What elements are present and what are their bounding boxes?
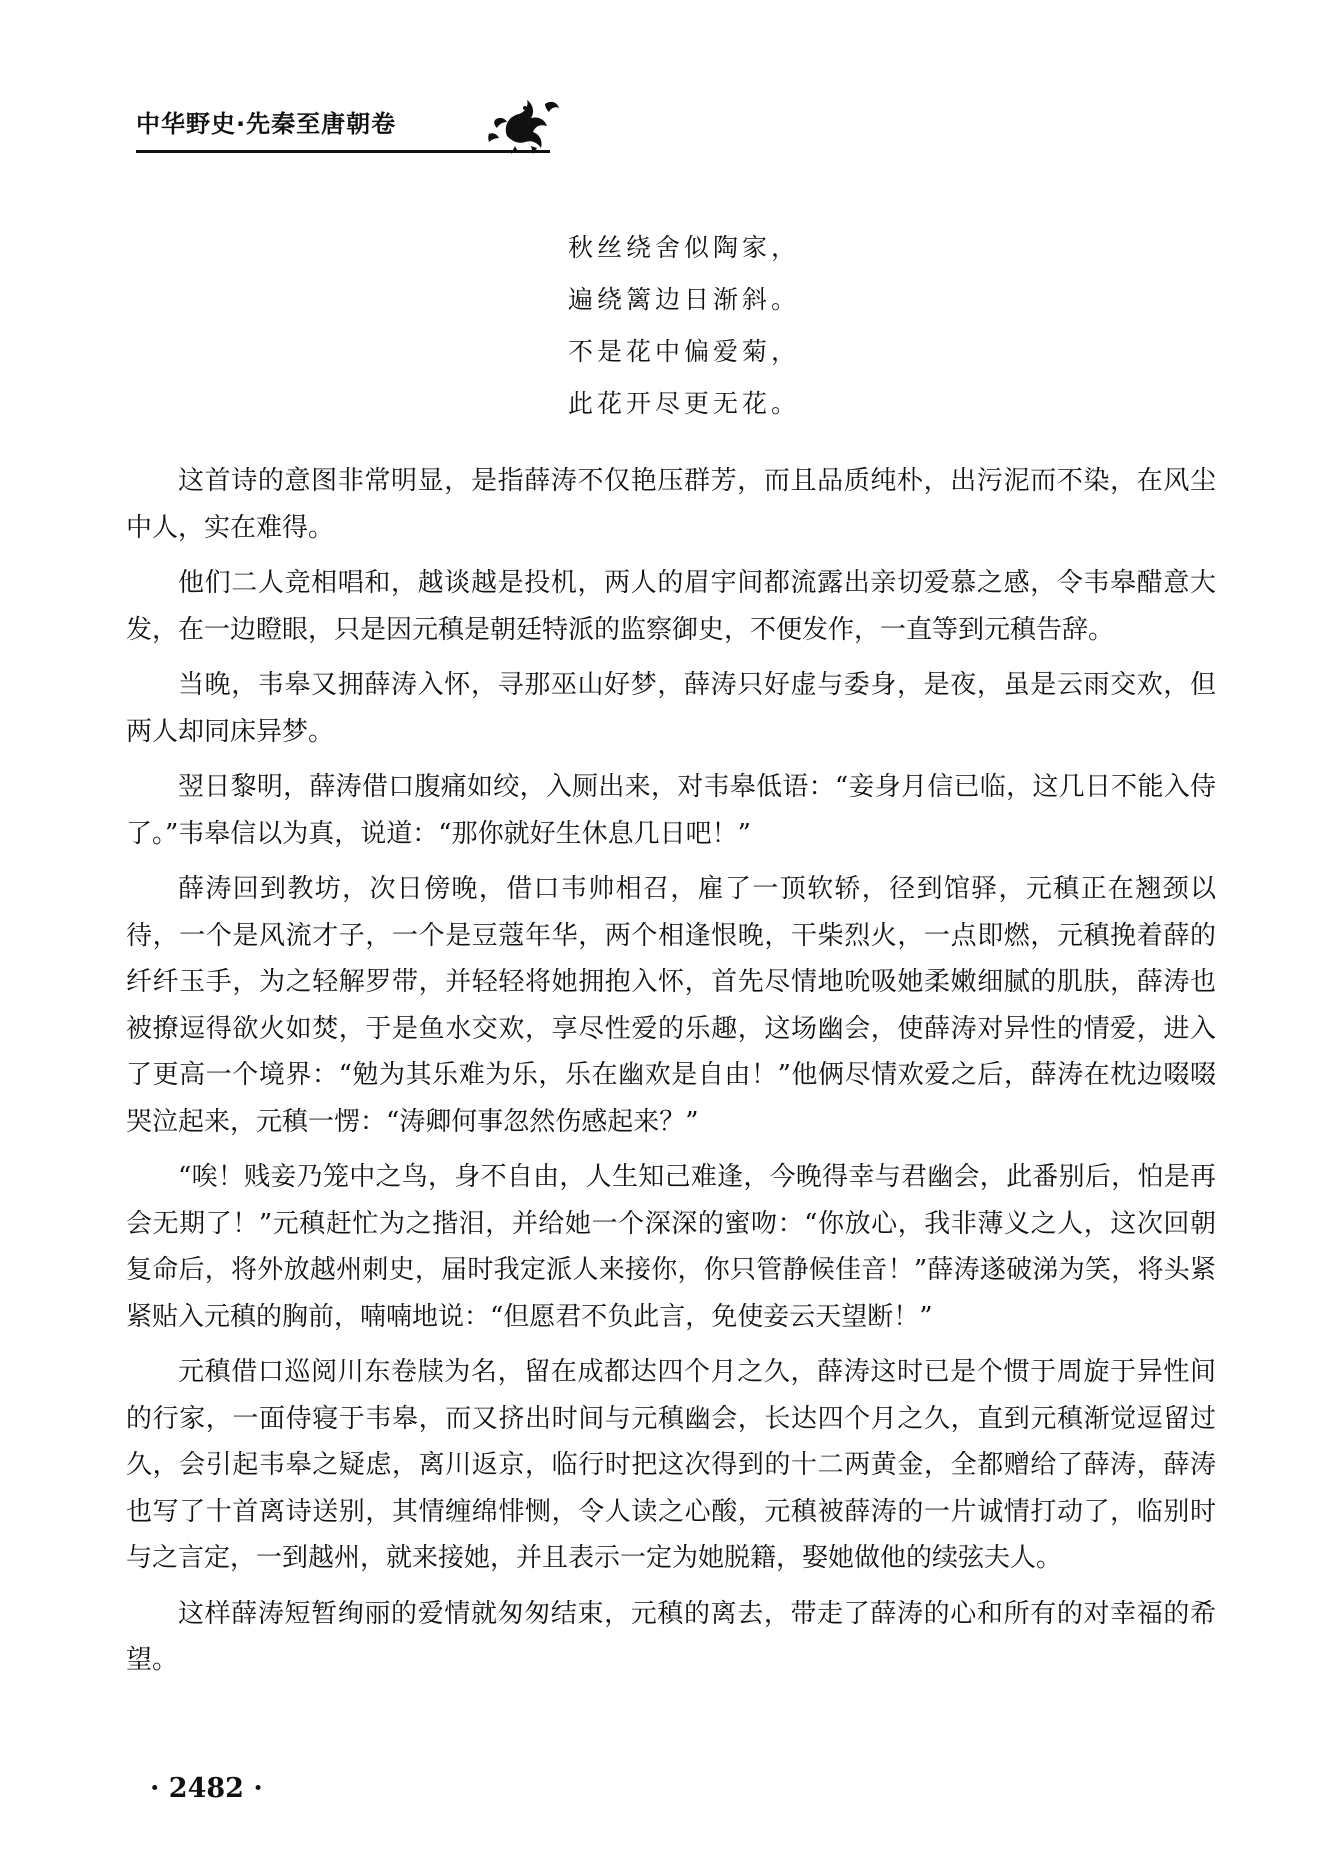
page-number: · 2482 · (150, 1773, 263, 1804)
paragraph: 薛涛回到教坊，次日傍晚，借口韦帅相召，雇了一顶软轿，径到馆驿，元稹正在翘颈以待，一个是风流才子，一个是豆蔻年华，两个相逢恨晚，干柴烈火，一点即燃，元稹挽着薛的纤纤玉手，为之轻解罗带，并轻轻将她拥抱入怀，首先尽情地吮吸她柔嫩细腻的肌肤，薛涛也被撩逗得欲火如焚，于是鱼水交欢，享尽性爱的乐趣，这场幽会，使薛涛对异性的情爱，进入了更高一个境界：“勉为其乐难为乐，乐在幽欢是自由！”他俩尽情欢爱之后，薛涛在枕边啜啜哭泣起来，元稹一愣：“涛卿何事忽然伤感起来？” (126, 874, 1216, 1137)
paragraph: 他们二人竞相唱和，越谈越是投机，两人的眉宇间都流露出亲切爱慕之感，令韦皋醋意大发，在一边瞪眼，只是因元稹是朝廷特派的监察御史，不便发作，一直等到元稹告辞。 (126, 568, 1216, 645)
dragon-emblem-icon (485, 90, 565, 156)
poem-line: 秋丝绕舍似陶家， (568, 233, 801, 262)
book-title: 中华野史·先秦至唐朝卷 (136, 110, 397, 138)
paragraph: 这首诗的意图非常明显，是指薛涛不仅艳压群芳，而且品质纯朴，出污泥而不染，在风尘中人，实在难得。 (126, 466, 1216, 543)
poem-block (568, 222, 800, 430)
paragraph: 这样薛涛短暂绚丽的爱情就匆匆结束，元稹的离去，带走了薛涛的心和所有的对幸福的希望。 (126, 1598, 1216, 1675)
body-text (126, 458, 1216, 1693)
poem-line: 不是花中偏爱菊， (568, 337, 801, 366)
paragraph: 翌日黎明，薛涛借口腹痛如绞，入厕出来，对韦皋低语：“妾身月信已临，这几日不能入侍了。”韦皋信以为真，说道：“那你就好生休息几日吧！” (126, 772, 1216, 849)
poem-line: 遍绕篱边日渐斜。 (568, 285, 801, 314)
poem-line: 此花开尽更无花。 (568, 389, 801, 418)
paragraph: 元稹借口巡阅川东卷牍为名，留在成都达四个月之久，薛涛这时已是个惯于周旋于异性间的行家，一面侍寝于韦皋，而又挤出时间与元稹幽会，长达四个月之久，直到元稹渐觉逗留过久，会引起韦皋之疑虑，离川返京，临行时把这次得到的十二两黄金，全都赠给了薛涛，薛涛也写了十首离诗送别，其情缠绵悱恻，令人读之心酸，元稹被薛涛的一片诚情打动了，临别时与之言定，一到越州，就来接她，并且表示一定为她脱籍，娶她做他的续弦夫人。 (126, 1357, 1216, 1573)
paragraph: 当晚，韦皋又拥薛涛入怀，寻那巫山好梦，薛涛只好虚与委身，是夜，虽是云雨交欢，但两人却同床异梦。 (126, 670, 1216, 747)
paragraph: “唉！贱妾乃笼中之鸟，身不自由，人生知己难逢，今晚得幸与君幽会，此番别后，怕是再会无期了！”元稹赶忙为之揩泪，并给她一个深深的蜜吻：“你放心，我非薄义之人，这次回朝复命后，将外放越州刺史，届时我定派人来接你，你只管静候佳音！”薛涛遂破涕为笑，将头紧紧贴入元稹的胸前，喃喃地说：“但愿君不负此言，免使妾云天望断！” (126, 1162, 1216, 1332)
